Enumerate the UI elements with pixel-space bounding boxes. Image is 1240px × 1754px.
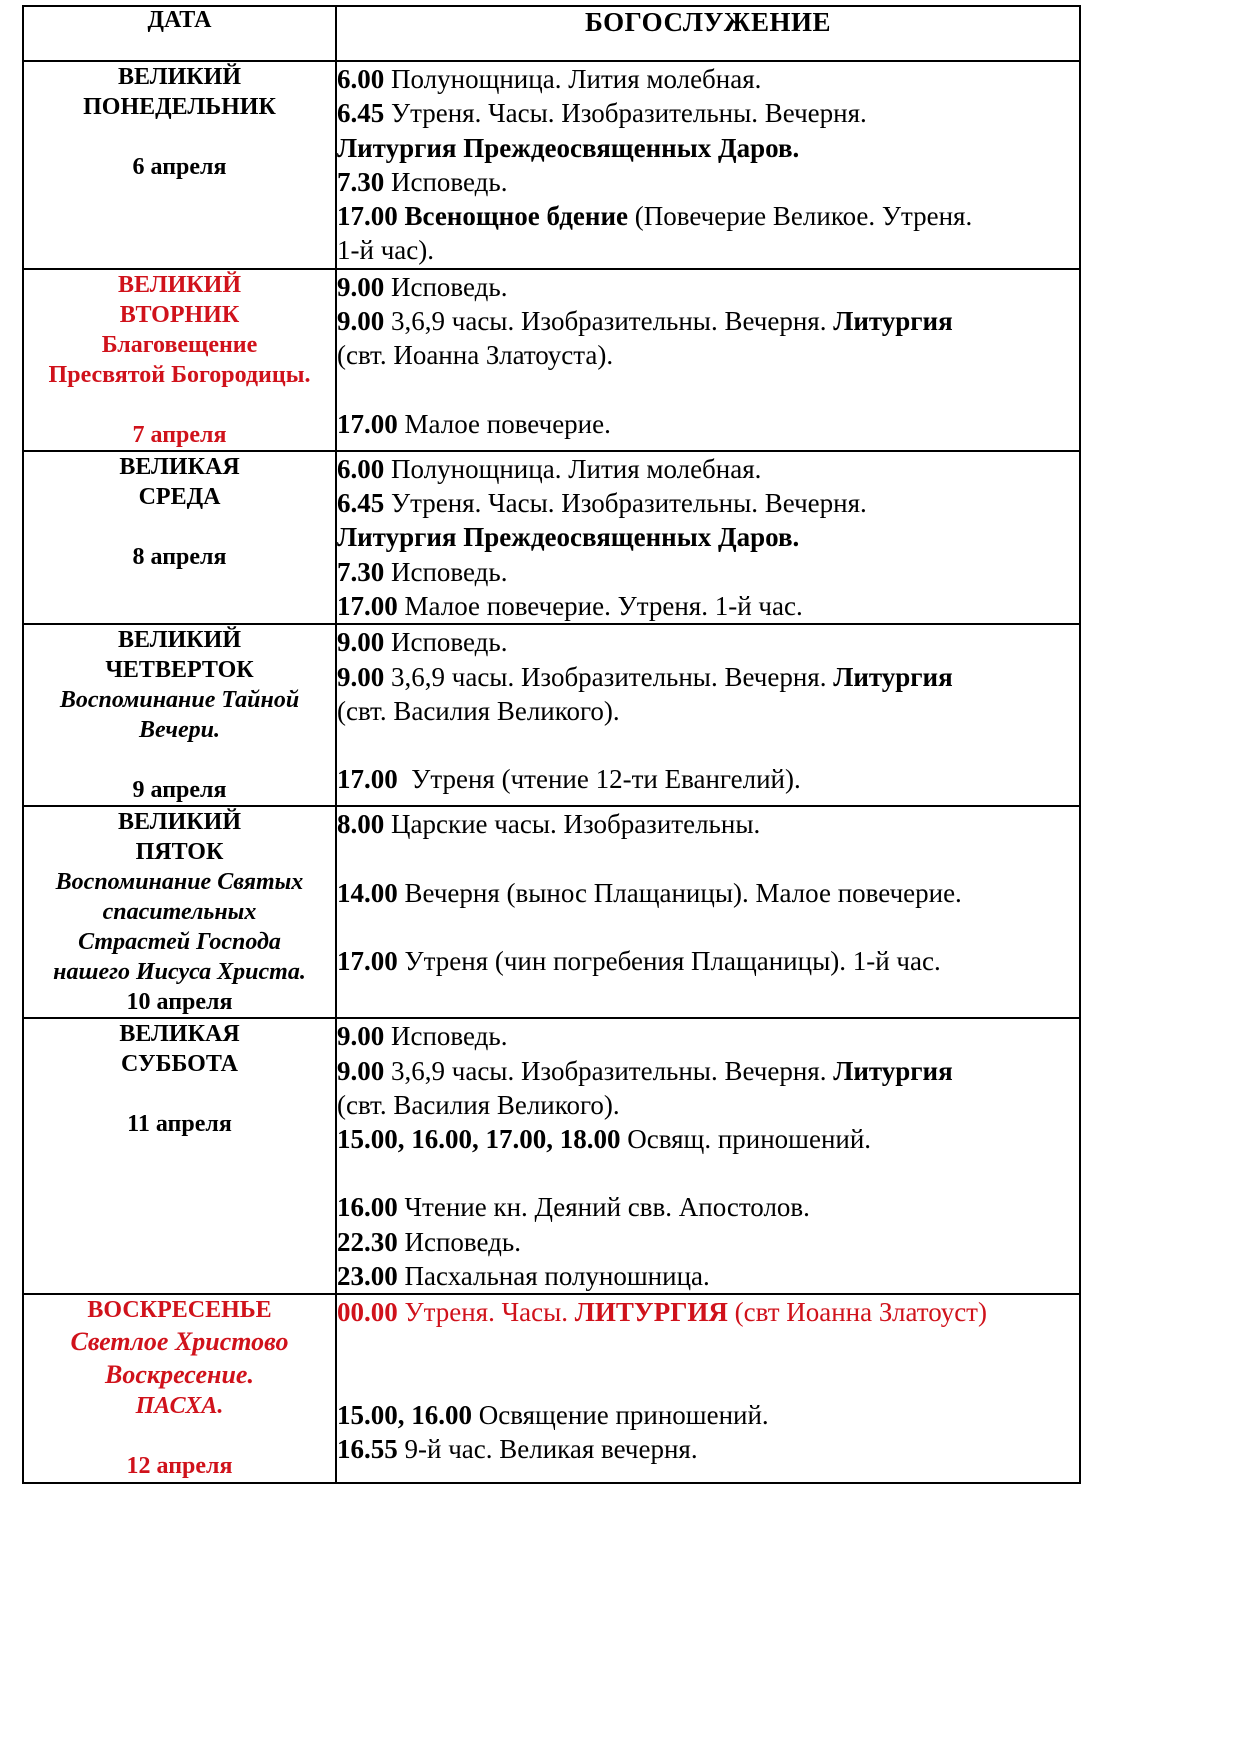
service-line: 6.00 Полунощница. Лития молебная.: [337, 64, 762, 94]
service-line: (свт. Василия Великого).: [337, 695, 620, 726]
day-name: ВТОРНИК: [119, 301, 240, 328]
service-time: 15.00, 16.00: [337, 1399, 472, 1430]
header-service: БОГОСЛУЖЕНИЕ: [336, 6, 1080, 61]
service-line: Литургия Преждеосвященных Даров.: [337, 132, 800, 163]
service-line: 23.00 Пасхальная полуношница.: [337, 1261, 710, 1292]
service-line: (свт. Василия Великого).: [337, 1089, 620, 1120]
service-line: 16.00 Чтение кн. Деяний свв. Апостолов.: [337, 1192, 810, 1223]
day-name: ВЕЛИКАЯ: [119, 1021, 240, 1048]
service-line: 6.45 Утреня. Часы. Изобразительны. Вечерня.: [337, 98, 867, 129]
service-cell: [336, 1018, 1080, 1294]
header-date: ДАТА: [23, 6, 336, 61]
feast-name: ПАСХА.: [135, 1393, 224, 1420]
date-cell: [23, 1294, 336, 1483]
service-line: 9.00 Исповедь.: [337, 271, 508, 302]
date-label: 8 апреля: [132, 543, 227, 570]
service-time: 00.00: [337, 1297, 398, 1328]
table-row: [23, 61, 1080, 269]
date-cell: [23, 806, 336, 1018]
service-line: 6.00 Полунощница. Лития молебная.: [337, 453, 762, 484]
day-name: ПЯТОК: [135, 839, 224, 866]
service-line: 22.30 Исповедь.: [337, 1226, 521, 1257]
service-time: 17.00: [337, 408, 398, 439]
date-cell: [23, 451, 336, 624]
service-cell: [336, 61, 1080, 269]
service-time: 9.00: [337, 661, 385, 692]
service-time: 9.00: [337, 306, 385, 337]
feast-name: Воскресение.: [105, 1360, 254, 1390]
feast-name: нашего Иисуса Христа.: [53, 959, 306, 986]
service-line: 9.00 3,6,9 часы. Изобразительны. Вечерня. Литургия: [337, 661, 953, 692]
service-line: 9.00 3,6,9 часы. Изобразительны. Вечерня. Литургия: [337, 306, 953, 337]
service-cell: [336, 806, 1080, 1018]
service-line: 9.00 Исповедь.: [337, 627, 508, 658]
service-time: 14.00: [337, 877, 398, 908]
service-time: 9.00: [337, 627, 385, 658]
day-name: ПОНЕДЕЛЬНИК: [83, 94, 276, 120]
service-line: 9.00 Исповедь.: [337, 1021, 508, 1052]
feast-name: Пресвятой Богородицы.: [48, 361, 311, 388]
service-line: Литургия Преждеосвященных Даров.: [337, 522, 800, 553]
service-time: 9.00: [337, 271, 385, 302]
table-row: [23, 624, 1080, 806]
schedule-table: [22, 5, 1081, 1484]
table-row: [23, 1294, 1080, 1483]
day-name: ВЕЛИКАЯ: [119, 453, 240, 480]
date-label: 9 апреля: [132, 777, 227, 804]
feast-name: Страстей Господа: [78, 929, 281, 956]
service-time: 22.30: [337, 1226, 398, 1257]
service-line: 00.00 Утреня. Часы. ЛИТУРГИЯ (свт Иоанна Златоуст): [337, 1297, 987, 1328]
day-name: ВЕЛИКИЙ: [118, 627, 241, 654]
service-cell: [336, 1294, 1080, 1483]
service-line: 1-й час).: [337, 235, 434, 266]
service-line: 7.30 Исповедь.: [337, 166, 508, 197]
date-cell: [23, 61, 336, 269]
header-row: [23, 6, 1080, 61]
date-cell: [23, 269, 336, 451]
service-line: (свт. Иоанна Златоуста).: [337, 340, 614, 371]
service-time: 7.30: [337, 556, 385, 587]
day-name: ВЕЛИКИЙ: [118, 271, 241, 298]
service-time: 6.45: [337, 98, 385, 129]
service-line: 17.00 Всенощное бдение (Повечерие Великое. Утреня.: [337, 201, 973, 232]
feast-name: спасительных: [102, 899, 257, 926]
service-line: 14.00 Вечерня (вынос Плащаницы). Малое повечерие.: [337, 877, 962, 908]
service-line: 7.30 Исповедь.: [337, 556, 508, 587]
date-label: 10 апреля: [126, 989, 233, 1016]
service-cell: [336, 451, 1080, 624]
service-time: 7.30: [337, 166, 385, 197]
service-time: 6.45: [337, 488, 385, 519]
service-time: 17.00: [337, 945, 398, 976]
table-row: [23, 451, 1080, 624]
feast-name: Благовещение: [101, 331, 258, 358]
day-name: ВОСКРЕСЕНЬЕ: [87, 1297, 272, 1324]
service-line: 15.00, 16.00 Освящение приношений.: [337, 1399, 769, 1430]
date-label: 11 апреля: [127, 1111, 232, 1138]
day-name: ВЕЛИКИЙ: [118, 64, 241, 90]
date-cell: [23, 1018, 336, 1294]
day-name: СРЕДА: [138, 483, 221, 510]
service-time: 17.00: [337, 201, 398, 232]
feast-name: Вечери.: [139, 717, 220, 744]
service-line: 6.45 Утреня. Часы. Изобразительны. Вечерня.: [337, 488, 867, 519]
service-line: 9.00 3,6,9 часы. Изобразительны. Вечерня. Литургия: [337, 1055, 953, 1086]
service-cell: [336, 269, 1080, 451]
feast-name: Воспоминание Святых: [55, 869, 304, 896]
feast-name: Светлое Христово: [70, 1327, 289, 1357]
service-line: 8.00 Царские часы. Изобразительны.: [337, 809, 761, 840]
service-line: 15.00, 16.00, 17.00, 18.00 Освящ. приношений.: [337, 1124, 872, 1155]
service-time: 9.00: [337, 1021, 385, 1052]
service-time: 6.00: [337, 64, 385, 94]
service-time: 16.55: [337, 1433, 398, 1464]
day-name: ВЕЛИКИЙ: [118, 809, 241, 836]
date-cell: [23, 624, 336, 806]
service-line: 16.55 9-й час. Великая вечерня.: [337, 1433, 698, 1464]
service-time: 23.00: [337, 1261, 398, 1292]
date-label: 6 апреля: [132, 154, 227, 180]
service-line: 17.00 Малое повечерие.: [337, 408, 611, 439]
table-row: [23, 1018, 1080, 1294]
service-time: 16.00: [337, 1192, 398, 1223]
table-row: [23, 806, 1080, 1018]
day-name: СУББОТА: [120, 1051, 238, 1078]
day-name: ЧЕТВЕРТОК: [105, 657, 254, 684]
service-time: 15.00, 16.00, 17.00, 18.00: [337, 1124, 621, 1155]
service-line: 17.00 Утреня (чин погребения Плащаницы). 1-й час.: [337, 945, 941, 976]
service-cell: [336, 624, 1080, 806]
service-time: 17.00: [337, 764, 398, 795]
service-time: 6.00: [337, 453, 385, 484]
feast-name: Воспоминание Тайной: [59, 687, 300, 714]
date-label: 12 апреля: [126, 1453, 233, 1480]
date-label: 7 апреля: [132, 421, 227, 448]
service-time: 9.00: [337, 1055, 385, 1086]
service-time: 17.00: [337, 590, 398, 621]
table-row: [23, 269, 1080, 451]
service-time: 8.00: [337, 809, 385, 840]
service-line: 17.00 Утреня (чтение 12-ти Евангелий).: [337, 764, 801, 795]
service-line: 17.00 Малое повечерие. Утреня. 1-й час.: [337, 590, 803, 621]
